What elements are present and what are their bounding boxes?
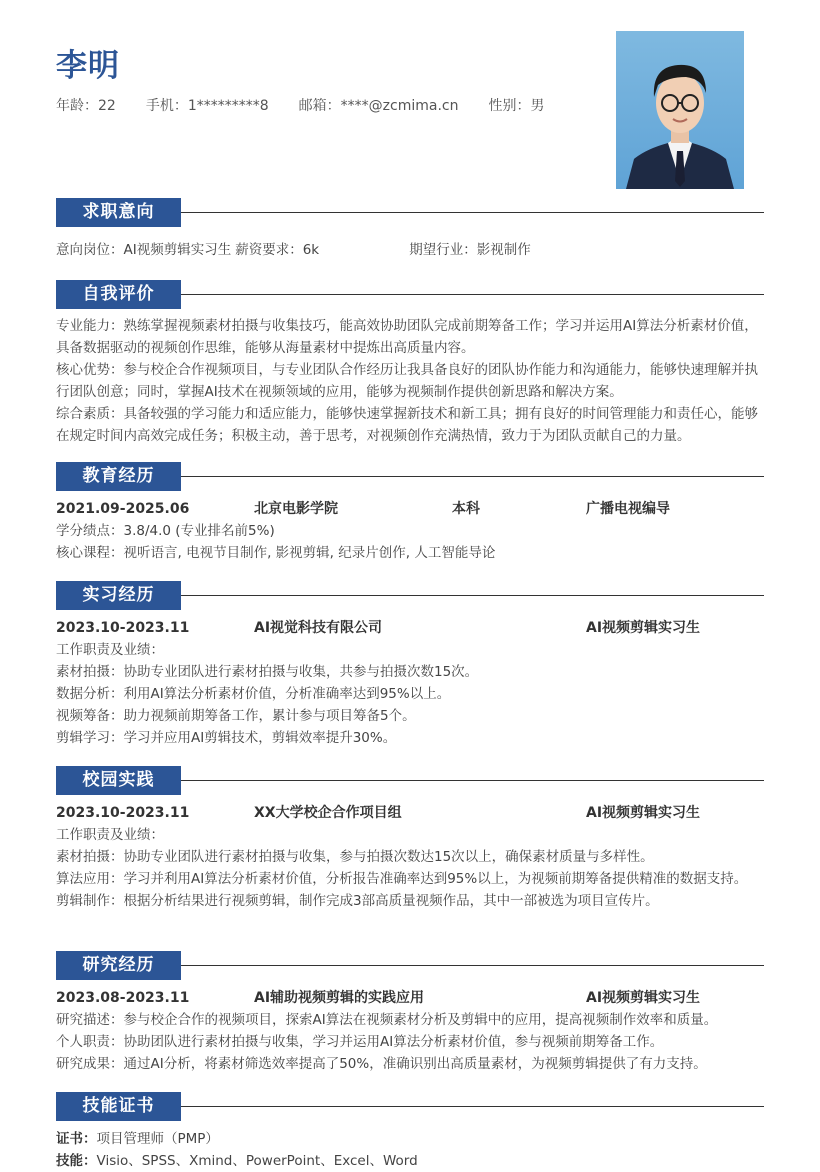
section-skills xyxy=(56,1092,764,1172)
campus-line: 素材拍摄：协助专业团队进行素材拍摄与收集，参与拍摄次数达15次以上，确保素材质量与多样性。 xyxy=(56,849,654,865)
age: 年龄：22 xyxy=(56,98,116,114)
intent-salary: 薪资要求：6k xyxy=(235,242,320,258)
skill-line xyxy=(56,1150,764,1172)
internship-company: AI视觉科技有限公司 xyxy=(254,620,383,636)
campus-line: 算法应用：学习并利用AI算法分析素材价值，分析报告准确率达到95%以上，为视频前期筹备提供精准的数据支持。 xyxy=(56,871,748,887)
section-header xyxy=(56,198,764,227)
education-school: 北京电影学院 xyxy=(254,501,338,517)
cert-line xyxy=(56,1128,764,1150)
internship-line: 工作职责及业绩： xyxy=(56,642,164,658)
section-header xyxy=(56,462,764,491)
section-divider xyxy=(181,780,764,781)
section-divider xyxy=(181,294,764,295)
campus-row xyxy=(56,802,764,824)
education-period: 2021.09-2025.06 xyxy=(56,501,190,517)
intent-position: 意向岗位：AI视频剪辑实习生 xyxy=(56,242,232,258)
skill-value: Visio、SPSS、Xmind、PowerPoint、Excel、Word xyxy=(96,1153,418,1169)
research-role: AI视频剪辑实习生 xyxy=(586,990,701,1006)
section-internship xyxy=(56,581,764,749)
education-degree: 本科 xyxy=(452,501,480,517)
section-education xyxy=(56,462,764,564)
section-divider xyxy=(181,595,764,596)
section-title: 实习经历 xyxy=(56,581,181,610)
section-title: 研究经历 xyxy=(56,951,181,980)
email: 邮箱：****@zcmima.cn xyxy=(298,98,459,114)
education-line: 核心课程：视听语言, 电视节目制作, 影视剪辑, 纪录片创作, 人工智能导论 xyxy=(56,545,496,561)
research-line: 研究成果：通过AI分析，将素材筛选效率提高了50%，准确识别出高质量素材，为视频剪辑提供了有力支持。 xyxy=(56,1056,707,1072)
education-line: 学分绩点：3.8/4.0 (专业排名前5%) xyxy=(56,523,275,539)
section-header xyxy=(56,766,764,795)
education-major: 广播电视编导 xyxy=(586,501,670,517)
section-header xyxy=(56,280,764,309)
candidate-name: 李明 xyxy=(56,48,120,84)
internship-line: 视频筹备：助力视频前期筹备工作，累计参与项目筹备5个。 xyxy=(56,708,416,724)
campus-line: 工作职责及业绩： xyxy=(56,827,164,843)
self-eval-line: 核心优势：参与校企合作视频项目，与专业团队合作经历让我具备良好的团队协作能力和沟通能力，能够快速理解并执行团队创意；同时，掌握AI技术在视频领域的应用，能够为视频制作提供创新思路和解决方案。 xyxy=(56,362,758,400)
research-project: AI辅助视频剪辑的实践应用 xyxy=(254,990,425,1006)
research-line: 研究描述：参与校企合作的视频项目，探索AI算法在视频素材分析及剪辑中的应用，提高视频制作效率和质量。 xyxy=(56,1012,718,1028)
self-eval-line: 专业能力：熟练掌握视频素材拍摄与收集技巧，能高效协助团队完成前期筹备工作；学习并运用AI算法分析素材价值，具备数据驱动的视频创作思维，能够从海量素材中提炼出高质量内容。 xyxy=(56,318,758,356)
campus-line: 剪辑制作：根据分析结果进行视频剪辑，制作完成3部高质量视频作品，其中一部被选为项目宣传片。 xyxy=(56,893,659,909)
section-campus xyxy=(56,766,764,912)
section-header xyxy=(56,951,764,980)
intent-industry: 期望行业：影视制作 xyxy=(409,242,531,258)
cert-value: 项目管理师（PMP） xyxy=(96,1131,219,1147)
internship-line: 数据分析：利用AI算法分析素材价值，分析准确率达到95%以上。 xyxy=(56,686,451,702)
section-divider xyxy=(181,476,764,477)
phone: 手机：1*********8 xyxy=(145,98,269,114)
section-divider xyxy=(181,1106,764,1107)
cert-label: 证书： xyxy=(56,1131,97,1147)
research-row xyxy=(56,987,764,1009)
section-title: 求职意向 xyxy=(56,198,181,227)
section-divider xyxy=(181,965,764,966)
internship-role: AI视频剪辑实习生 xyxy=(586,620,701,636)
section-title: 自我评价 xyxy=(56,280,181,309)
campus-org: XX大学校企合作项目组 xyxy=(254,805,402,821)
section-header xyxy=(56,581,764,610)
section-job-intent xyxy=(56,198,764,261)
campus-period: 2023.10-2023.11 xyxy=(56,805,190,821)
section-research xyxy=(56,951,764,1075)
section-divider xyxy=(181,212,764,213)
internship-line: 素材拍摄：协助专业团队进行素材拍摄与收集，共参与拍摄次数15次。 xyxy=(56,664,479,680)
research-line: 个人职责：协助团队进行素材拍摄与收集，学习并运用AI算法分析素材价值，参与视频前期筹备工作。 xyxy=(56,1034,664,1050)
profile-photo xyxy=(616,31,744,189)
internship-row xyxy=(56,617,764,639)
internship-period: 2023.10-2023.11 xyxy=(56,620,190,636)
internship-line: 剪辑学习：学习并应用AI剪辑技术，剪辑效率提升30%。 xyxy=(56,730,397,746)
education-row xyxy=(56,498,764,520)
section-title: 教育经历 xyxy=(56,462,181,491)
basic-info xyxy=(56,95,574,115)
self-eval-line: 综合素质：具备较强的学习能力和适应能力，能够快速掌握新技术和新工具；拥有良好的时间管理能力和责任心，能够在规定时间内高效完成任务；积极主动，善于思考，对视频创作充满热情，致力于为团队贡献自己的力量。 xyxy=(56,406,758,444)
section-title: 校园实践 xyxy=(56,766,181,795)
section-header xyxy=(56,1092,764,1121)
research-period: 2023.08-2023.11 xyxy=(56,990,190,1006)
gender: 性别：男 xyxy=(488,98,545,114)
skill-label: 技能： xyxy=(56,1153,97,1169)
campus-role: AI视频剪辑实习生 xyxy=(586,805,701,821)
section-title: 技能证书 xyxy=(56,1092,181,1121)
section-self-eval xyxy=(56,280,764,447)
